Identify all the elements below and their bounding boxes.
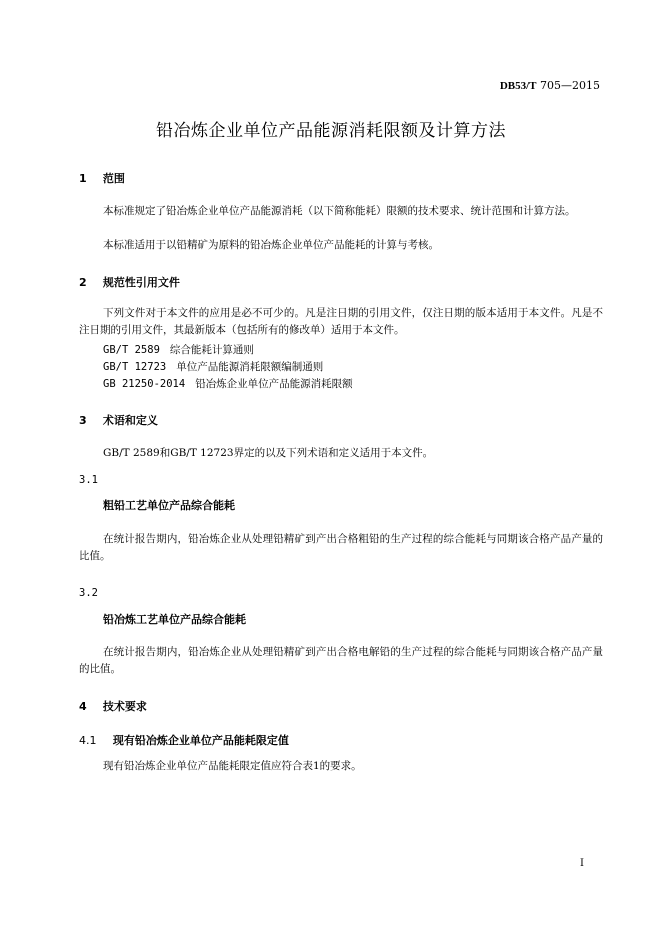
page-number: I [580,858,584,869]
section-3-heading [79,412,158,428]
section-2-title: 规范性引用文件 [102,276,180,289]
reference-text: 单位产品能源消耗限额编制通则 [176,361,324,373]
section-3-paragraph-1: GB/T 2589和GB/T 12723界定的以及下列术语和定义适用于本文件。 [103,447,434,459]
section-2-heading [79,274,180,290]
section-4-number: 4 [79,700,87,713]
reference-item [103,359,323,374]
section-4-1-title: 现有铅冶炼企业单位产品能耗限定值 [112,734,289,747]
section-1-paragraph-1: 本标准规定了铅冶炼企业单位产品能源消耗（以下简称能耗）限额的技术要求、统计范围和计算方法。 [103,205,576,217]
term-3-2-definition: 在统计报告期内，铅冶炼企业从处理铅精矿到产出合格电解铅的生产过程的综合能耗与同期该合格产品产量的比值。 [79,646,603,675]
term-3-1-name: 粗铅工艺单位产品综合能耗 [103,499,235,512]
reference-text: 铅冶炼企业单位产品能源消耗限额 [195,378,353,390]
term-3-2-name: 铅冶炼工艺单位产品综合能耗 [103,613,246,626]
section-2-number: 2 [79,276,87,289]
reference-item [103,342,254,357]
reference-item [103,376,353,391]
section-1-heading [79,170,125,186]
standard-code [500,79,600,92]
reference-code: GB/T 2589 [103,344,160,356]
section-3-title: 术语和定义 [102,414,158,427]
section-1-paragraph-2: 本标准适用于以铅精矿为原料的铅冶炼企业单位产品能耗的计算与考核。 [103,239,439,251]
term-3-2-number: 3.2 [79,587,98,599]
section-4-1-paragraph-1: 现有铅冶炼企业单位产品能耗限定值应符合表1的要求。 [103,760,362,772]
section-2-paragraph-1: 下列文件对于本文件的应用是必不可少的。凡是注日期的引用文件，仅注日期的版本适用于本文件。凡是不注日期的引用文件，其最新版本（包括所有的修改单）适用于本文件。 [79,307,603,336]
reference-text: 综合能耗计算通则 [169,344,254,356]
section-1-title: 范围 [102,172,125,185]
section-3-number: 3 [79,414,87,427]
term-3-1-number: 3.1 [79,474,98,486]
term-3-1-definition: 在统计报告期内，铅冶炼企业从处理铅精矿到产出合格粗铅的生产过程的综合能耗与同期该合格产品产量的比值。 [79,533,603,562]
section-4-title: 技术要求 [102,700,147,713]
document-title: 铅冶炼企业单位产品能源消耗限额及计算方法 [156,121,506,141]
section-1-number: 1 [79,172,87,185]
section-4-1-number: 4.1 [79,734,97,747]
section-4-heading [79,698,147,714]
standard-code-prefix: DB53/T [499,80,537,92]
reference-code: GB/T 12723 [103,361,167,373]
standard-code-number: 705—2015 [540,79,600,92]
section-4-1-heading [79,732,289,748]
reference-code: GB 21250-2014 [103,378,186,390]
